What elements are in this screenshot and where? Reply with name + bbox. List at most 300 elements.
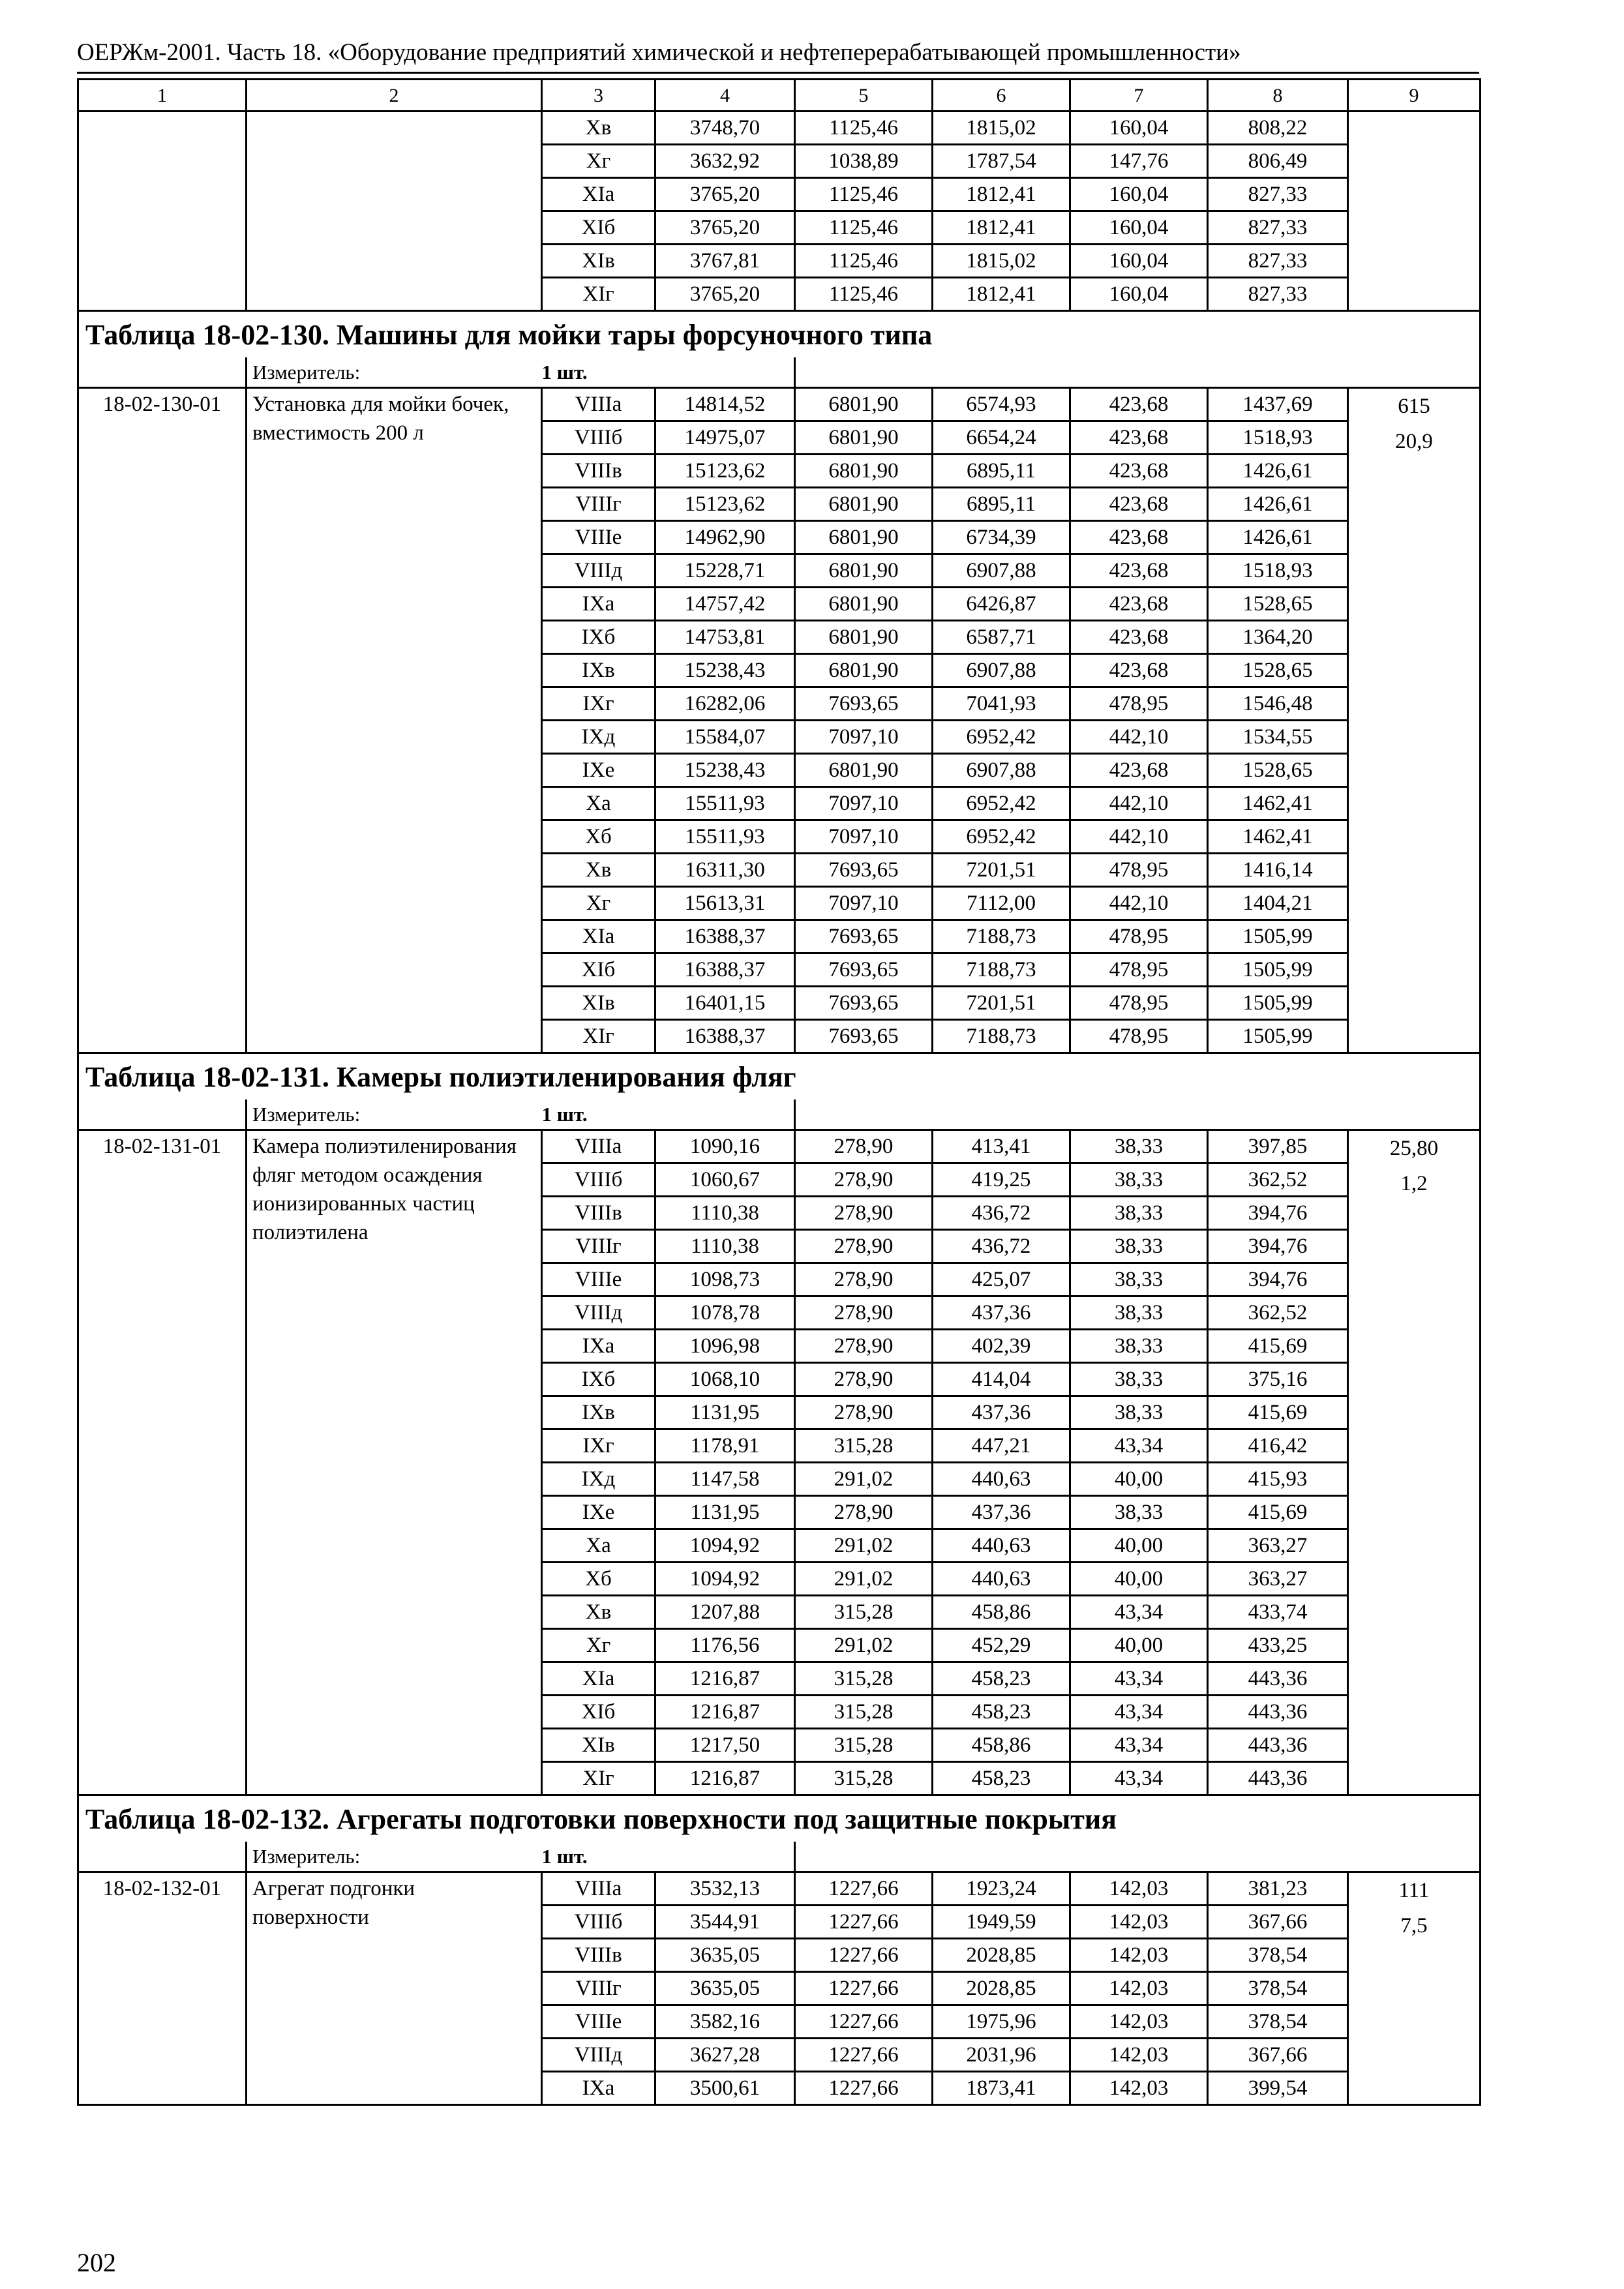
column-number: 7: [1070, 80, 1208, 112]
value-cell: 1528,65: [1208, 588, 1348, 621]
value-cell: 440,63: [933, 1529, 1070, 1563]
value-cell: 7097,10: [795, 820, 933, 854]
value-cell: 142,03: [1070, 2005, 1208, 2039]
zone-cell: VIIIв: [542, 455, 655, 488]
value-cell: 1178,91: [655, 1429, 795, 1463]
value-cell: 3632,92: [655, 145, 795, 178]
value-cell: 278,90: [795, 1296, 933, 1330]
zone-cell: Xa: [542, 1529, 655, 1563]
value-cell: 1090,16: [655, 1130, 795, 1163]
value-cell: 16388,37: [655, 920, 795, 953]
value-cell: 423,68: [1070, 754, 1208, 787]
zone-cell: VIIIa: [542, 1872, 655, 1906]
value-cell: 1437,69: [1208, 388, 1348, 421]
value-cell: 381,23: [1208, 1872, 1348, 1906]
value-cell: 16311,30: [655, 854, 795, 887]
value-cell: 413,41: [933, 1130, 1070, 1163]
value-cell: 278,90: [795, 1130, 933, 1163]
value-cell: 6654,24: [933, 421, 1070, 455]
zone-cell: VIIIб: [542, 421, 655, 455]
value-cell: 38,33: [1070, 1363, 1208, 1396]
value-cell: 43,34: [1070, 1596, 1208, 1629]
value-cell: 433,25: [1208, 1629, 1348, 1662]
value-cell: 160,04: [1070, 112, 1208, 145]
measure-spacer: [78, 357, 247, 388]
value-cell: 7188,73: [933, 953, 1070, 987]
description-cell: Установка для мойки бочек, вместимость 200 л: [247, 388, 542, 1053]
value-cell: 142,03: [1070, 2039, 1208, 2072]
zone-cell: Xг: [542, 1629, 655, 1662]
code-cell: [78, 112, 247, 311]
value-cell: 458,23: [933, 1696, 1070, 1729]
value-cell: 6801,90: [795, 421, 933, 455]
value-cell: 15613,31: [655, 887, 795, 920]
value-cell: 1505,99: [1208, 987, 1348, 1020]
value-cell: 7693,65: [795, 953, 933, 987]
value-cell: 7693,65: [795, 1020, 933, 1053]
zone-cell: XIг: [542, 1762, 655, 1795]
zone-cell: IXд: [542, 1463, 655, 1496]
value-cell: 378,54: [1208, 1972, 1348, 2005]
value-cell: 7097,10: [795, 721, 933, 754]
extra-cell: [1348, 388, 1481, 1053]
value-cell: 478,95: [1070, 987, 1208, 1020]
measure-spacer: [795, 1842, 1481, 1872]
value-cell: 278,90: [795, 1396, 933, 1429]
value-cell: 1546,48: [1208, 687, 1348, 721]
value-cell: 367,66: [1208, 1906, 1348, 1939]
value-cell: 38,33: [1070, 1496, 1208, 1529]
value-cell: 416,42: [1208, 1429, 1348, 1463]
value-cell: 14975,07: [655, 421, 795, 455]
table-row: [78, 1872, 1481, 1906]
value-cell: 442,10: [1070, 820, 1208, 854]
column-number-row: [78, 80, 1481, 112]
value-cell: 6895,11: [933, 455, 1070, 488]
running-header: ОЕРЖм-2001. Часть 18. «Оборудование предприятий химической и нефтеперерабатывающей промышленности»: [77, 39, 1241, 66]
zone-cell: IXг: [542, 1429, 655, 1463]
value-cell: 458,86: [933, 1729, 1070, 1762]
zone-cell: IXв: [542, 654, 655, 687]
zone-cell: IXг: [542, 687, 655, 721]
value-cell: 443,36: [1208, 1696, 1348, 1729]
value-cell: 423,68: [1070, 421, 1208, 455]
value-cell: 1975,96: [933, 2005, 1070, 2039]
value-cell: 1505,99: [1208, 953, 1348, 987]
value-cell: 278,90: [795, 1197, 933, 1230]
value-cell: 827,33: [1208, 278, 1348, 311]
value-cell: 442,10: [1070, 721, 1208, 754]
table-row: [78, 1130, 1481, 1163]
table-row: [78, 388, 1481, 421]
column-number: 8: [1208, 80, 1348, 112]
value-cell: 394,76: [1208, 1230, 1348, 1263]
value-cell: 38,33: [1070, 1330, 1208, 1363]
value-cell: 1096,98: [655, 1330, 795, 1363]
value-cell: 1426,61: [1208, 521, 1348, 554]
extra-value: 25,80: [1389, 1137, 1439, 1160]
value-cell: 6801,90: [795, 488, 933, 521]
value-cell: 15238,43: [655, 654, 795, 687]
value-cell: 447,21: [933, 1429, 1070, 1463]
value-cell: 315,28: [795, 1729, 933, 1762]
column-number: 6: [933, 80, 1070, 112]
table-row: [78, 112, 1481, 145]
value-cell: 423,68: [1070, 588, 1208, 621]
value-cell: 7188,73: [933, 1020, 1070, 1053]
extra-cell: [1348, 1872, 1481, 2105]
value-cell: 3532,13: [655, 1872, 795, 1906]
zone-cell: VIIIe: [542, 2005, 655, 2039]
value-cell: 423,68: [1070, 388, 1208, 421]
value-cell: 402,39: [933, 1330, 1070, 1363]
value-cell: 1098,73: [655, 1263, 795, 1296]
value-cell: 278,90: [795, 1363, 933, 1396]
value-cell: 440,63: [933, 1463, 1070, 1496]
value-cell: 142,03: [1070, 1939, 1208, 1972]
measure-row: [78, 1100, 1481, 1130]
measure-spacer: [795, 1100, 1481, 1130]
value-cell: 7693,65: [795, 920, 933, 953]
value-cell: 362,52: [1208, 1163, 1348, 1197]
value-cell: 278,90: [795, 1330, 933, 1363]
value-cell: 414,04: [933, 1363, 1070, 1396]
value-cell: 278,90: [795, 1263, 933, 1296]
value-cell: 1125,46: [795, 278, 933, 311]
value-cell: 1227,66: [795, 2072, 933, 2105]
value-cell: 3767,81: [655, 245, 795, 278]
zone-cell: IXб: [542, 621, 655, 654]
column-number: 2: [247, 80, 542, 112]
value-cell: 15238,43: [655, 754, 795, 787]
value-cell: 478,95: [1070, 687, 1208, 721]
value-cell: 2028,85: [933, 1939, 1070, 1972]
value-cell: 478,95: [1070, 953, 1208, 987]
value-cell: 1812,41: [933, 211, 1070, 245]
extra-value: 111: [1398, 1879, 1430, 1902]
value-cell: 6801,90: [795, 621, 933, 654]
value-cell: 1528,65: [1208, 754, 1348, 787]
value-cell: 38,33: [1070, 1130, 1208, 1163]
value-cell: 423,68: [1070, 554, 1208, 588]
value-cell: 278,90: [795, 1230, 933, 1263]
value-cell: 6907,88: [933, 554, 1070, 588]
value-cell: 1176,56: [655, 1629, 795, 1662]
value-cell: 1528,65: [1208, 654, 1348, 687]
value-cell: 443,36: [1208, 1762, 1348, 1795]
value-cell: 1125,46: [795, 245, 933, 278]
zone-cell: IXб: [542, 1363, 655, 1396]
value-cell: 278,90: [795, 1163, 933, 1197]
value-cell: 40,00: [1070, 1563, 1208, 1596]
value-cell: 458,23: [933, 1662, 1070, 1696]
value-cell: 6801,90: [795, 521, 933, 554]
value-cell: 1038,89: [795, 145, 933, 178]
value-cell: 6587,71: [933, 621, 1070, 654]
value-cell: 142,03: [1070, 1872, 1208, 1906]
zone-cell: XIa: [542, 178, 655, 211]
value-cell: 315,28: [795, 1762, 933, 1795]
value-cell: 142,03: [1070, 2072, 1208, 2105]
value-cell: 1227,66: [795, 2005, 933, 2039]
description-cell: Агрегат подгонки поверхности: [247, 1872, 542, 2105]
value-cell: 6801,90: [795, 654, 933, 687]
value-cell: 43,34: [1070, 1429, 1208, 1463]
zone-cell: XIб: [542, 211, 655, 245]
value-cell: 142,03: [1070, 1972, 1208, 2005]
value-cell: 1949,59: [933, 1906, 1070, 1939]
value-cell: 1227,66: [795, 1872, 933, 1906]
value-cell: 478,95: [1070, 920, 1208, 953]
value-cell: 15511,93: [655, 820, 795, 854]
value-cell: 6952,42: [933, 820, 1070, 854]
value-cell: 147,76: [1070, 145, 1208, 178]
value-cell: 1364,20: [1208, 621, 1348, 654]
zone-cell: VIIIд: [542, 1296, 655, 1330]
value-cell: 40,00: [1070, 1529, 1208, 1563]
zone-cell: VIIIб: [542, 1163, 655, 1197]
value-cell: 1227,66: [795, 2039, 933, 2072]
measure-spacer: [78, 1842, 247, 1872]
zone-cell: VIIIe: [542, 521, 655, 554]
value-cell: 1217,50: [655, 1729, 795, 1762]
zone-cell: XIг: [542, 1020, 655, 1053]
zone-cell: Xг: [542, 887, 655, 920]
value-cell: 14814,52: [655, 388, 795, 421]
value-cell: 1078,78: [655, 1296, 795, 1330]
table-title-row: [78, 311, 1481, 358]
value-cell: 16282,06: [655, 687, 795, 721]
value-cell: 415,69: [1208, 1496, 1348, 1529]
value-cell: 1534,55: [1208, 721, 1348, 754]
column-number: 9: [1348, 80, 1481, 112]
zone-cell: VIIIг: [542, 1972, 655, 2005]
value-cell: 1815,02: [933, 112, 1070, 145]
value-cell: 458,23: [933, 1762, 1070, 1795]
value-cell: 15123,62: [655, 488, 795, 521]
value-cell: 38,33: [1070, 1296, 1208, 1330]
value-cell: 3544,91: [655, 1906, 795, 1939]
value-cell: 1094,92: [655, 1529, 795, 1563]
value-cell: 3500,61: [655, 2072, 795, 2105]
value-cell: 7112,00: [933, 887, 1070, 920]
zone-cell: XIa: [542, 1662, 655, 1696]
value-cell: 1068,10: [655, 1363, 795, 1396]
zone-cell: XIб: [542, 953, 655, 987]
value-cell: 443,36: [1208, 1662, 1348, 1696]
measure-row: [78, 1842, 1481, 1872]
table-title: Таблица 18-02-131. Камеры полиэтиленирования фляг: [78, 1053, 1481, 1100]
value-cell: 6952,42: [933, 787, 1070, 820]
value-cell: 291,02: [795, 1529, 933, 1563]
value-cell: 43,34: [1070, 1662, 1208, 1696]
table-title: Таблица 18-02-130. Машины для мойки тары форсуночного типа: [78, 311, 1481, 358]
value-cell: 478,95: [1070, 854, 1208, 887]
value-cell: 6801,90: [795, 554, 933, 588]
value-cell: 3582,16: [655, 2005, 795, 2039]
value-cell: 3748,70: [655, 112, 795, 145]
value-cell: 6426,87: [933, 588, 1070, 621]
zone-cell: Xб: [542, 1563, 655, 1596]
price-table: [77, 78, 1481, 2106]
value-cell: 423,68: [1070, 621, 1208, 654]
column-number: 3: [542, 80, 655, 112]
zone-cell: VIIIe: [542, 1263, 655, 1296]
value-cell: 6801,90: [795, 388, 933, 421]
value-cell: 1110,38: [655, 1230, 795, 1263]
value-cell: 443,36: [1208, 1729, 1348, 1762]
header-rule: [77, 72, 1479, 74]
value-cell: 7693,65: [795, 854, 933, 887]
value-cell: 1094,92: [655, 1563, 795, 1596]
value-cell: 437,36: [933, 1496, 1070, 1529]
value-cell: 315,28: [795, 1429, 933, 1463]
zone-cell: XIв: [542, 987, 655, 1020]
value-cell: 478,95: [1070, 1020, 1208, 1053]
zone-cell: Xв: [542, 854, 655, 887]
zone-cell: Xв: [542, 1596, 655, 1629]
value-cell: 1227,66: [795, 1972, 933, 2005]
value-cell: 160,04: [1070, 178, 1208, 211]
value-cell: 378,54: [1208, 2005, 1348, 2039]
value-cell: 160,04: [1070, 211, 1208, 245]
value-cell: 291,02: [795, 1629, 933, 1662]
code-cell: 18-02-130-01: [78, 388, 247, 1053]
value-cell: 14757,42: [655, 588, 795, 621]
zone-cell: IXa: [542, 588, 655, 621]
value-cell: 827,33: [1208, 178, 1348, 211]
value-cell: 423,68: [1070, 521, 1208, 554]
extra-value: 20,9: [1395, 430, 1433, 453]
measure-spacer: [78, 1100, 247, 1130]
value-cell: 315,28: [795, 1696, 933, 1729]
value-cell: 1227,66: [795, 1939, 933, 1972]
value-cell: 827,33: [1208, 245, 1348, 278]
value-cell: 43,34: [1070, 1762, 1208, 1795]
value-cell: 442,10: [1070, 787, 1208, 820]
value-cell: 1131,95: [655, 1496, 795, 1529]
value-cell: 1404,21: [1208, 887, 1348, 920]
value-cell: 160,04: [1070, 245, 1208, 278]
value-cell: 808,22: [1208, 112, 1348, 145]
value-cell: 16388,37: [655, 953, 795, 987]
value-cell: 315,28: [795, 1596, 933, 1629]
value-cell: 1462,41: [1208, 820, 1348, 854]
value-cell: 15228,71: [655, 554, 795, 588]
value-cell: 14962,90: [655, 521, 795, 554]
value-cell: 1505,99: [1208, 1020, 1348, 1053]
zone-cell: VIIIг: [542, 1230, 655, 1263]
value-cell: 43,34: [1070, 1729, 1208, 1762]
zone-cell: XIa: [542, 920, 655, 953]
table-body: [78, 80, 1481, 2105]
value-cell: 1923,24: [933, 1872, 1070, 1906]
extra-value: 615: [1398, 395, 1430, 418]
zone-cell: VIIIв: [542, 1939, 655, 1972]
value-cell: 15584,07: [655, 721, 795, 754]
value-cell: 1812,41: [933, 278, 1070, 311]
column-number: 1: [78, 80, 247, 112]
value-cell: 399,54: [1208, 2072, 1348, 2105]
zone-cell: VIIIд: [542, 554, 655, 588]
zone-cell: VIIIг: [542, 488, 655, 521]
value-cell: 363,27: [1208, 1563, 1348, 1596]
value-cell: 375,16: [1208, 1363, 1348, 1396]
zone-cell: Xв: [542, 112, 655, 145]
value-cell: 40,00: [1070, 1463, 1208, 1496]
value-cell: 1462,41: [1208, 787, 1348, 820]
value-cell: 1518,93: [1208, 554, 1348, 588]
zone-cell: Xб: [542, 820, 655, 854]
value-cell: 423,68: [1070, 455, 1208, 488]
value-cell: 160,04: [1070, 278, 1208, 311]
value-cell: 1110,38: [655, 1197, 795, 1230]
value-cell: 1125,46: [795, 211, 933, 245]
value-cell: 6801,90: [795, 588, 933, 621]
value-cell: 362,52: [1208, 1296, 1348, 1330]
extra-value: 1,2: [1400, 1172, 1428, 1195]
code-cell: 18-02-131-01: [78, 1130, 247, 1795]
value-cell: 2028,85: [933, 1972, 1070, 2005]
zone-cell: VIIIa: [542, 1130, 655, 1163]
value-cell: 1125,46: [795, 112, 933, 145]
description-cell: [247, 112, 542, 311]
zone-cell: XIб: [542, 1696, 655, 1729]
value-cell: 16401,15: [655, 987, 795, 1020]
value-cell: 3765,20: [655, 178, 795, 211]
zone-cell: IXa: [542, 1330, 655, 1363]
value-cell: 6801,90: [795, 754, 933, 787]
value-cell: 1125,46: [795, 178, 933, 211]
zone-cell: XIг: [542, 278, 655, 311]
value-cell: 14753,81: [655, 621, 795, 654]
value-cell: 6895,11: [933, 488, 1070, 521]
value-cell: 1815,02: [933, 245, 1070, 278]
table-title: Таблица 18-02-132. Агрегаты подготовки поверхности под защитные покрытия: [78, 1795, 1481, 1842]
extra-cell: [1348, 1130, 1481, 1795]
value-cell: 397,85: [1208, 1130, 1348, 1163]
value-cell: 415,69: [1208, 1396, 1348, 1429]
value-cell: 40,00: [1070, 1629, 1208, 1662]
value-cell: 827,33: [1208, 211, 1348, 245]
value-cell: 437,36: [933, 1296, 1070, 1330]
measure-value: 1 шт.: [542, 1842, 795, 1872]
zone-cell: XIв: [542, 245, 655, 278]
measure-spacer: [795, 357, 1481, 388]
zone-cell: IXa: [542, 2072, 655, 2105]
measure-label: Измеритель:: [247, 1842, 542, 1872]
value-cell: 1505,99: [1208, 920, 1348, 953]
description-cell: Камера полиэтиленирования фляг методом осаждения ионизированных частиц полиэтилена: [247, 1130, 542, 1795]
code-cell: 18-02-132-01: [78, 1872, 247, 2105]
value-cell: 415,93: [1208, 1463, 1348, 1496]
value-cell: 43,34: [1070, 1696, 1208, 1729]
value-cell: 1227,66: [795, 1906, 933, 1939]
value-cell: 15123,62: [655, 455, 795, 488]
zone-cell: IXe: [542, 1496, 655, 1529]
value-cell: 1518,93: [1208, 421, 1348, 455]
zone-cell: IXв: [542, 1396, 655, 1429]
zone-cell: Xa: [542, 787, 655, 820]
value-cell: 1787,54: [933, 145, 1070, 178]
zone-cell: VIIIв: [542, 1197, 655, 1230]
value-cell: 7041,93: [933, 687, 1070, 721]
value-cell: 1812,41: [933, 178, 1070, 211]
value-cell: 419,25: [933, 1163, 1070, 1197]
value-cell: 38,33: [1070, 1230, 1208, 1263]
zone-cell: XIв: [542, 1729, 655, 1762]
value-cell: 7201,51: [933, 854, 1070, 887]
